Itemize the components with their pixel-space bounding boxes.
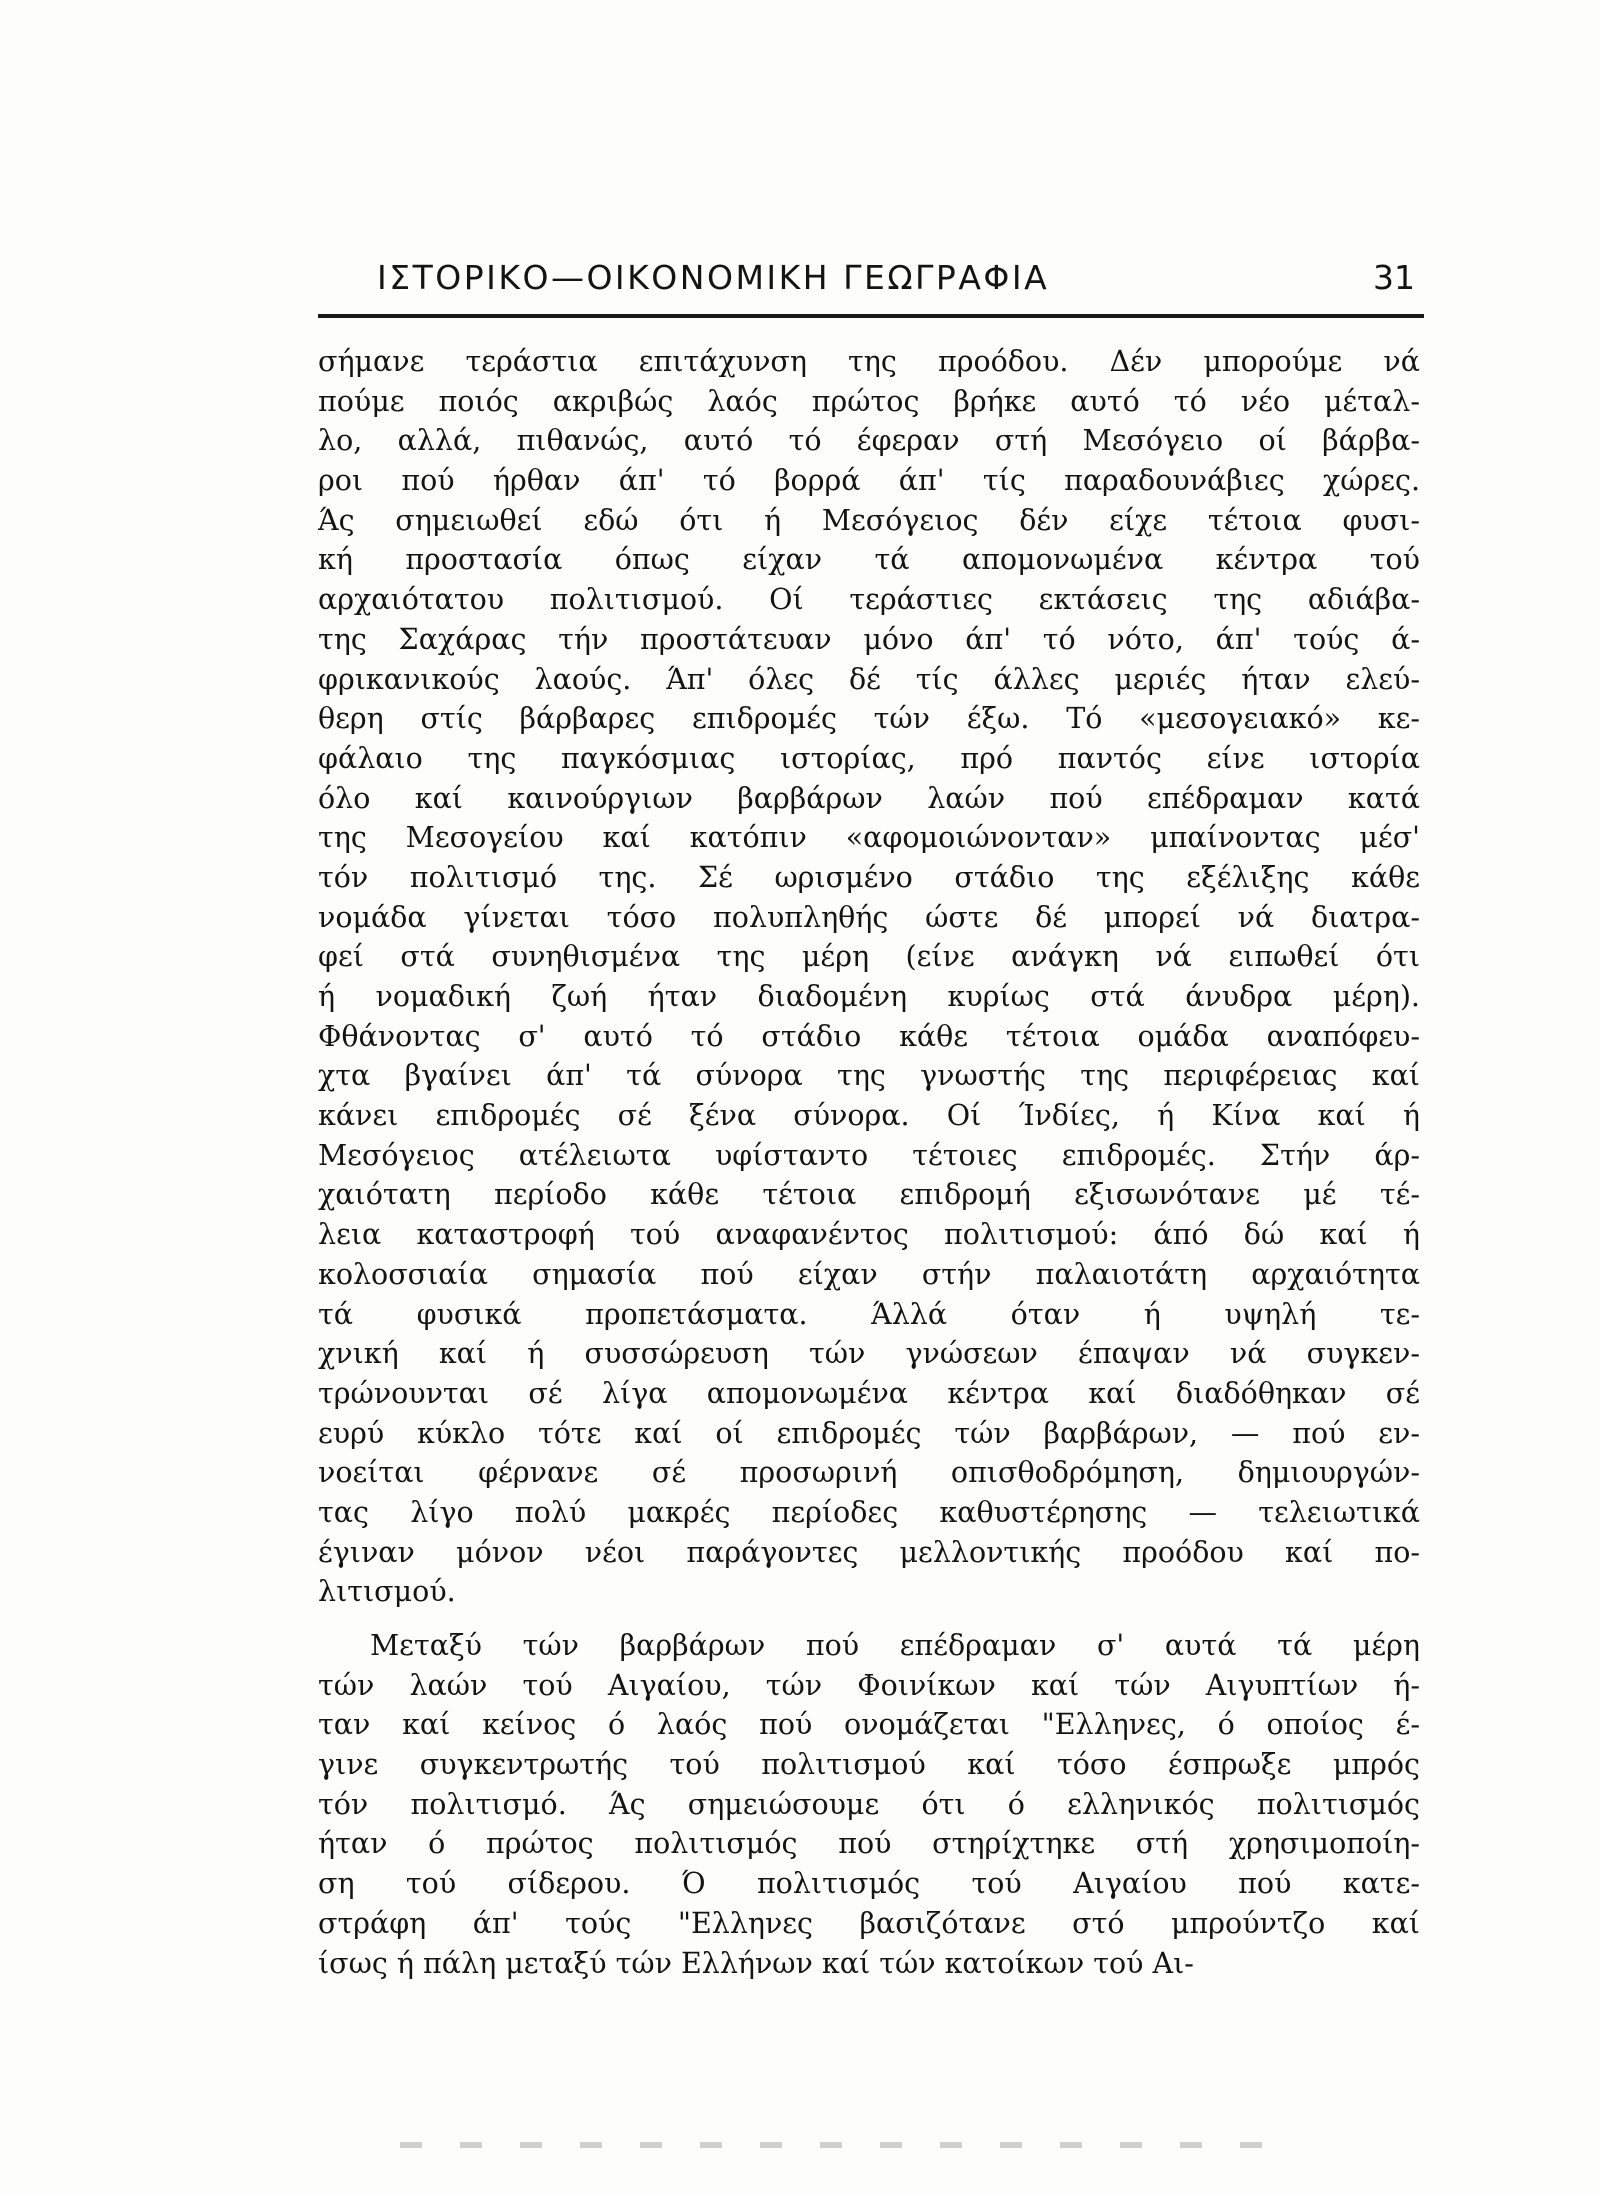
text-line: λεια καταστροφή τού αναφανέντος πολιτισμού: άπό δώ καί ή xyxy=(318,1218,1420,1252)
text-line: ήταν ό πρώτος πολιτισμός πού στηρίχτηκε στή χρησιμοποίη- xyxy=(318,1827,1420,1861)
text-line: έγιναν μόνον νέοι παράγοντες μελλοντικής προόδου καί πο- xyxy=(318,1535,1420,1569)
text-line: ροι πού ήρθαν άπ' τό βορρά άπ' τίς παραδουνάβιες χώρες. xyxy=(318,464,1420,498)
text-line: χνική καί ή συσσώρευση τών γνώσεων έπαψαν νά συγκεν- xyxy=(318,1337,1420,1371)
text-line: γινε συγκεντρωτής τού πολιτισμού καί τόσο έσπρωξε μπρός xyxy=(318,1748,1420,1782)
text-line: λο, αλλά, πιθανώς, αυτό τό έφεραν στή Μεσόγειο οί βάρβα- xyxy=(318,424,1420,458)
page-number: 31 xyxy=(1373,258,1415,297)
scan-noise-strip xyxy=(400,2142,1300,2148)
page-header xyxy=(315,258,1425,310)
text-line: τά φυσικά προπετάσματα. Άλλά όταν ή υψηλή τε- xyxy=(318,1297,1420,1331)
text-line: αρχαιότατου πολιτισμού. Οί τεράστιες εκτάσεις της αδιάβα- xyxy=(318,583,1420,617)
text-line: νομάδα γίνεται τόσο πολυπληθής ώστε δέ μπορεί νά διατρα- xyxy=(318,900,1420,934)
text-line: κολοσσιαία σημασία πού είχαν στήν παλαιοτάτη αρχαιότητα xyxy=(318,1257,1420,1291)
text-line: λιτισμού. xyxy=(318,1575,456,1609)
text-line: θερη στίς βάρβαρες επιδρομές τών έξω. Τό «μεσογειακό» κε- xyxy=(318,702,1420,736)
text-line: Μεταξύ τών βαρβάρων πού επέδραμαν σ' αυτά τά μέρη xyxy=(370,1629,1420,1662)
header-rule xyxy=(318,314,1424,318)
text-line: ή νομαδική ζωή ήταν διαδομένη κυρίως στά άνυδρα μέρη). xyxy=(318,980,1420,1013)
text-line: τών λαών τού Αιγαίου, τών Φοινίκων καί τών Αιγυπτίων ή- xyxy=(318,1668,1420,1702)
text-line: σήμανε τεράστια επιτάχυνση της προόδου. Δέν μπορούμε νά xyxy=(318,345,1420,378)
text-line: της Μεσογείου καί κατόπιν «αφομοιώνονταν» μπαίνοντας μέσ' xyxy=(318,821,1420,855)
body-text xyxy=(318,342,1420,1983)
text-line: Άς σημειωθεί εδώ ότι ή Μεσόγειος δέν είχε τέτοια φυσι- xyxy=(318,503,1420,537)
text-line: Μεσόγειος ατέλειωτα υφίσταντο τέτοιες επιδρομές. Στήν άρ- xyxy=(318,1138,1420,1172)
text-line: Φθάνοντας σ' αυτό τό στάδιο κάθε τέτοια ομάδα αναπόφευ- xyxy=(318,1019,1420,1053)
text-line: τόν πολιτισμό της. Σέ ωρισμένο στάδιο της εξέλιξης κάθε xyxy=(318,860,1420,894)
text-line: χτα βγαίνει άπ' τά σύνορα της γνωστής της περιφέρειας καί xyxy=(318,1059,1420,1093)
text-line: φάλαιο της παγκόσμιας ιστορίας, πρό παντός είνε ιστορία xyxy=(318,741,1420,775)
paragraph xyxy=(318,1626,1420,1983)
text-line: τας λίγο πολύ μακρές περίοδες καθυστέρησης — τελειωτικά xyxy=(318,1495,1420,1529)
text-line: όλο καί καινούργιων βαρβάρων λαών πού επέδραμαν κατά xyxy=(318,781,1420,815)
text-line: φρικανικούς λαούς. Άπ' όλες δέ τίς άλλες μεριές ήταν ελεύ- xyxy=(318,662,1420,696)
running-title: ΙΣΤΟΡΙΚΟ—ΟΙΚΟΝΟΜΙΚΗ ΓΕΩΓΡΑΦΙΑ xyxy=(377,258,1050,297)
text-line: τρώνουνται σέ λίγα απομονωμένα κέντρα καί διαδόθηκαν σέ xyxy=(318,1376,1420,1410)
text-line: στράφη άπ' τούς "Ελληνες βασιζότανε στό μπρούντζο καί xyxy=(318,1906,1420,1940)
text-line: χαιότατη περίοδο κάθε τέτοια επιδρομή εξισωνότανε μέ τέ- xyxy=(318,1178,1420,1212)
text-line: νοείται φέρνανε σέ προσωρινή οπισθοδρόμηση, δημιουργών- xyxy=(318,1456,1420,1490)
text-line: ση τού σίδερου. Ό πολιτισμός τού Αιγαίου πού κατε- xyxy=(318,1867,1420,1901)
text-line: ίσως ή πάλη μεταξύ τών Ελλήνων καί τών κατοίκων τού Αι- xyxy=(318,1946,1194,1980)
text-line: φεί στά συνηθισμένα της μέρη (είνε ανάγκη νά ειπωθεί ότι xyxy=(318,940,1420,974)
text-line: κάνει επιδρομές σέ ξένα σύνορα. Οί Ίνδίες, ή Κίνα καί ή xyxy=(318,1099,1420,1133)
text-line: ευρύ κύκλο τότε καί οί επιδρομές τών βαρβάρων, — πού εν- xyxy=(318,1416,1420,1450)
text-line: κή προστασία όπως είχαν τά απομονωμένα κέντρα τού xyxy=(318,543,1420,577)
text-line: της Σαχάρας τήν προστάτευαν μόνο άπ' τό νότο, άπ' τούς ά- xyxy=(318,622,1420,656)
text-line: ταν καί κείνος ό λαός πού ονομάζεται "Ελληνες, ό οποίος έ- xyxy=(318,1708,1420,1742)
text-line: τόν πολιτισμό. Άς σημειώσουμε ότι ό ελληνικός πολιτισμός xyxy=(318,1787,1420,1821)
paragraph xyxy=(318,342,1420,1612)
paragraph-gap xyxy=(318,1612,1420,1626)
text-line: πούμε ποιός ακριβώς λαός πρώτος βρήκε αυτό τό νέο μέταλ- xyxy=(318,384,1420,418)
